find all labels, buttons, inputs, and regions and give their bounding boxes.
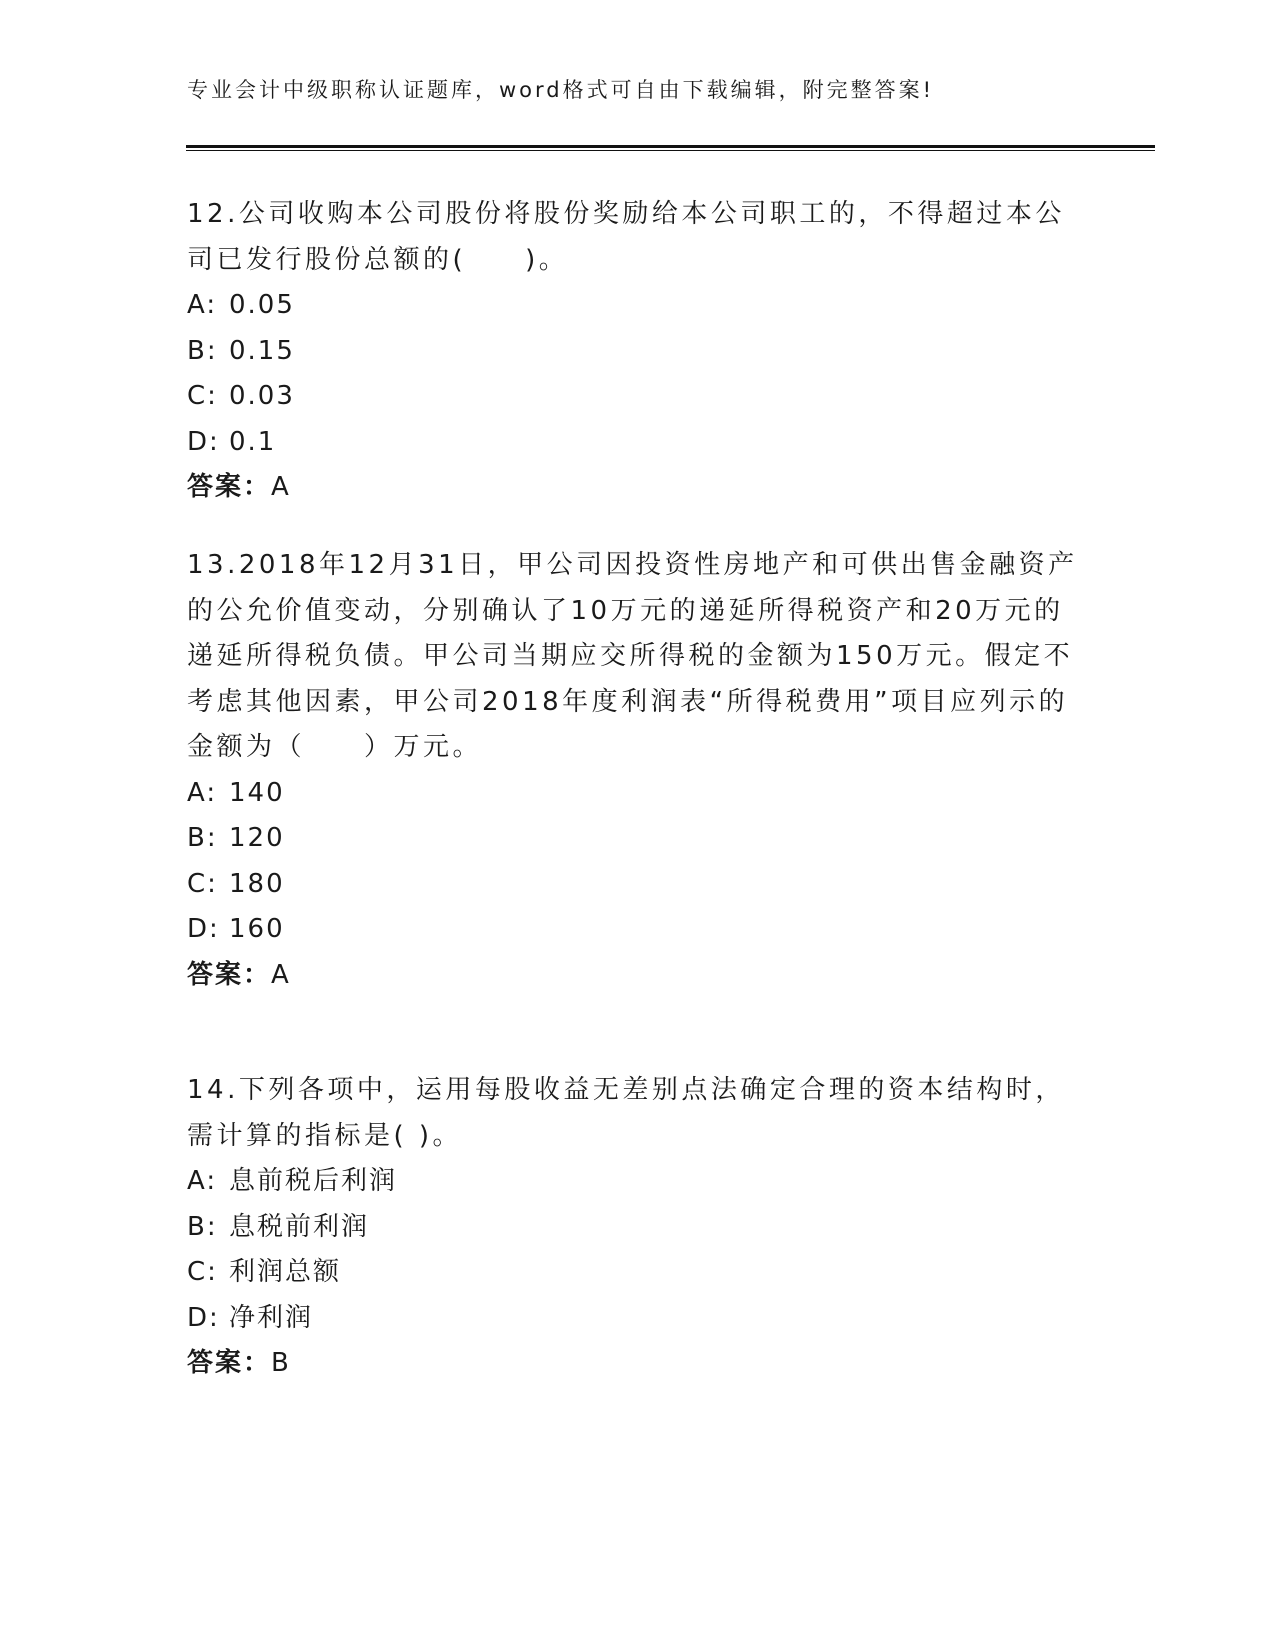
option-c: C: 180 [187, 868, 285, 899]
answer-line: 答案：A [187, 472, 291, 502]
option-b: B: 0.15 [187, 335, 295, 366]
header-divider-thin [186, 150, 1155, 151]
answer-line: 答案：B [187, 1348, 291, 1378]
question-14 [187, 1068, 1087, 1387]
document-header: 专业会计中级职称认证题库，word格式可自由下载编辑，附完整答案! [187, 78, 935, 102]
answer-line: 答案：A [187, 959, 291, 990]
option-a: A: 140 [187, 777, 285, 808]
question-text: 14.下列各项中，运用每股收益无差别点法确定合理的资本结构时，需计算的指标是( )。 [187, 1075, 1065, 1151]
question-12 [187, 192, 1087, 511]
option-b: B: 120 [187, 823, 285, 853]
option-b: B: 息税前利润 [187, 1211, 370, 1242]
answer-value: B [271, 1348, 291, 1378]
option-d: D: 净利润 [187, 1302, 314, 1333]
question-13 [187, 543, 1087, 998]
question-text: 12.公司收购本公司股份将股份奖励给本公司职工的，不得超过本公司已发行股份总额的( )。 [187, 199, 1065, 275]
answer-value: A [271, 472, 291, 502]
header-divider-thick [186, 145, 1155, 148]
answer-value: A [271, 959, 291, 990]
option-a: A: 息前税后利润 [187, 1166, 398, 1196]
option-d: D: 160 [187, 914, 285, 944]
option-d: D: 0.1 [187, 426, 277, 457]
option-c: C: 利润总额 [187, 1257, 342, 1287]
option-c: C: 0.03 [187, 381, 295, 411]
option-a: A: 0.05 [187, 290, 295, 320]
question-text: 13.2018年12月31日，甲公司因投资性房地产和可供出售金融资产的公允价值变动，分别确认了10万元的递延所得税资产和20万元的递延所得税负债。甲公司当期应交所得税的金额为150万元。假定不考虑其他因素，甲公司2018年度利润表“所得税费用”项目应列示的金额为（ ）万元。 [187, 550, 1078, 762]
